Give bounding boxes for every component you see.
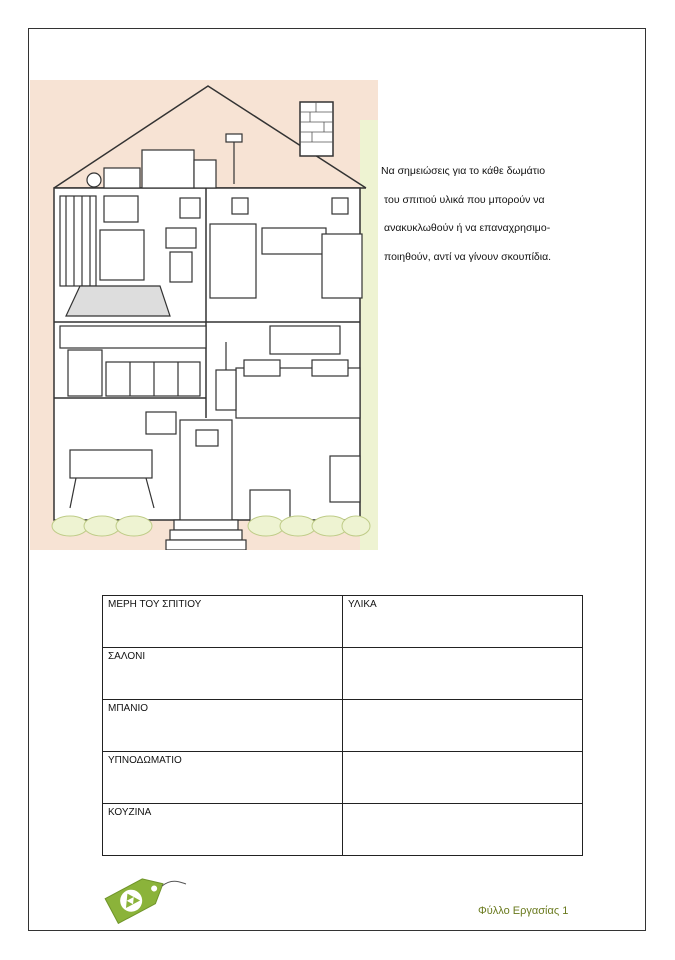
instruction-line: Να σημειώσεις για το κάθε δωμάτιο: [381, 165, 546, 177]
rooms-materials-table: [102, 595, 583, 856]
instructions-text: [381, 157, 641, 271]
table-row: [103, 804, 583, 856]
room-cell: ΜΠΑΝΙΟ: [103, 700, 343, 752]
materials-cell[interactable]: [343, 752, 583, 804]
header-room: ΜΕΡΗ ΤΟΥ ΣΠΙΤΙΟΥ: [103, 596, 343, 648]
table-row: [103, 700, 583, 752]
table-header-row: [103, 596, 583, 648]
worksheet-label: Φύλλο Εργασίας 1: [478, 905, 569, 917]
table-row: [103, 648, 583, 700]
instruction-line: ποιηθούν, αντί να γίνουν σκουπίδια.: [384, 250, 552, 263]
room-cell: ΚΟΥΖΙΝΑ: [103, 804, 343, 856]
table-row: [103, 752, 583, 804]
recycle-tag-icon: [100, 864, 190, 924]
materials-cell[interactable]: [343, 804, 583, 856]
materials-cell[interactable]: [343, 700, 583, 752]
materials-cell[interactable]: [343, 648, 583, 700]
instruction-line: ανακυκλωθούν ή να επαναχρησιμο-: [384, 222, 551, 234]
room-cell: ΥΠΝΟΔΩΜΑΤΙΟ: [103, 752, 343, 804]
house-illustration: [30, 80, 378, 550]
room-cell: ΣΑΛΟΝΙ: [103, 648, 343, 700]
instruction-line: του σπιτιού υλικά που μπορούν να: [384, 193, 545, 206]
header-materials: ΥΛΙΚΑ: [343, 596, 583, 648]
